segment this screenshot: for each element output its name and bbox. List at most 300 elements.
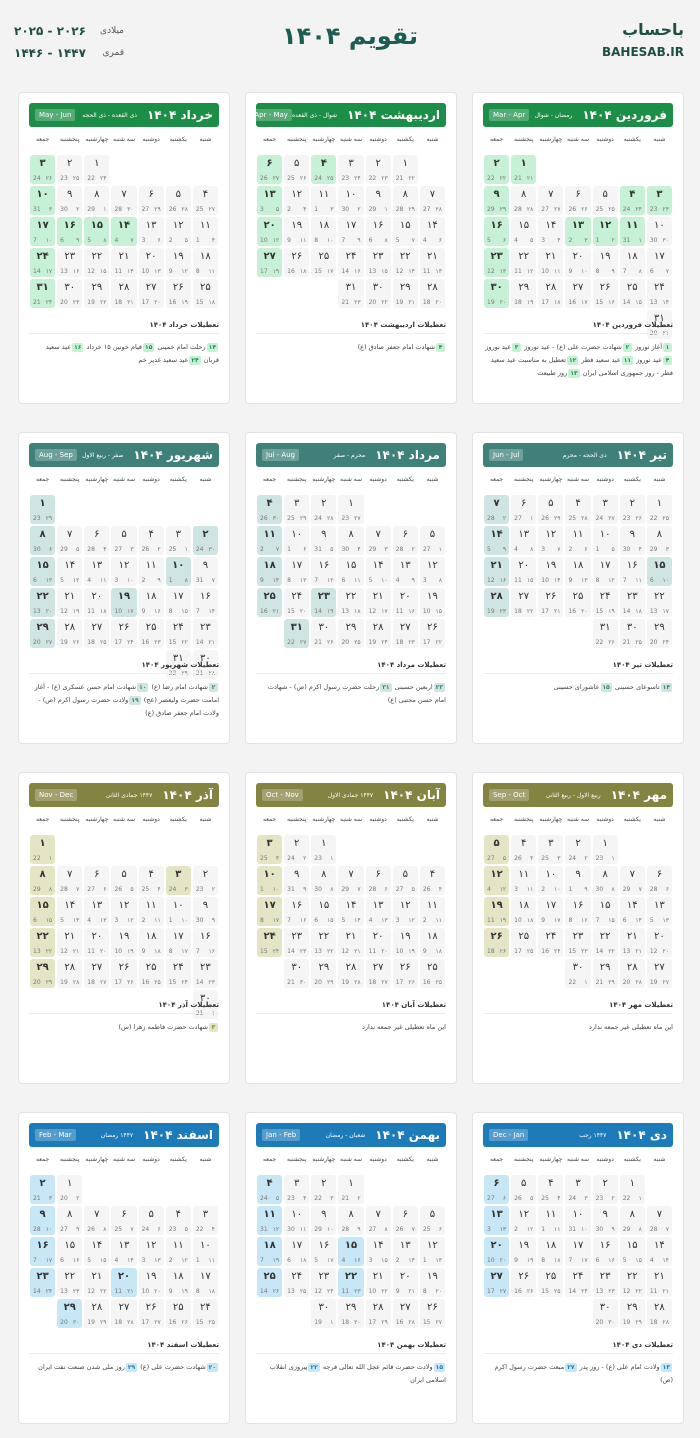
day-cell[interactable] <box>393 959 418 988</box>
day-cell[interactable] <box>593 1237 618 1266</box>
day-cell[interactable] <box>193 588 218 617</box>
day-cell[interactable] <box>366 557 391 586</box>
day-cell[interactable] <box>593 495 618 524</box>
day-cell[interactable] <box>166 1299 191 1328</box>
day-cell[interactable] <box>565 1175 590 1204</box>
day-cell[interactable] <box>511 495 536 524</box>
day-cell[interactable] <box>420 928 445 957</box>
day-cell[interactable] <box>166 1206 191 1235</box>
day-cell[interactable] <box>338 588 363 617</box>
holiday-day-cell[interactable] <box>257 186 282 215</box>
day-cell[interactable] <box>311 835 336 864</box>
day-cell[interactable] <box>538 928 563 957</box>
day-cell[interactable] <box>84 186 109 215</box>
day-cell[interactable] <box>593 557 618 586</box>
day-cell[interactable] <box>111 279 136 308</box>
day-cell[interactable] <box>366 1206 391 1235</box>
holiday-day-cell[interactable] <box>111 588 136 617</box>
day-cell[interactable] <box>57 619 82 648</box>
day-cell[interactable] <box>284 928 309 957</box>
day-cell[interactable] <box>511 897 536 926</box>
day-cell[interactable] <box>84 279 109 308</box>
holiday-day-cell[interactable] <box>30 155 55 184</box>
day-cell[interactable] <box>311 495 336 524</box>
day-cell[interactable] <box>338 155 363 184</box>
holiday-day-cell[interactable] <box>484 1175 509 1204</box>
day-cell[interactable] <box>593 928 618 957</box>
holiday-day-cell[interactable] <box>484 155 509 184</box>
day-cell[interactable] <box>366 248 391 277</box>
day-cell[interactable] <box>284 1206 309 1235</box>
holiday-day-cell[interactable] <box>484 557 509 586</box>
day-cell[interactable] <box>366 866 391 895</box>
day-cell[interactable] <box>511 217 536 246</box>
day-cell[interactable] <box>647 526 672 555</box>
day-cell[interactable] <box>647 897 672 926</box>
day-cell[interactable] <box>311 619 336 648</box>
holiday-day-cell[interactable] <box>284 619 309 648</box>
day-cell[interactable] <box>366 1299 391 1328</box>
day-cell[interactable] <box>593 248 618 277</box>
holiday-day-cell[interactable] <box>111 1268 136 1297</box>
day-cell[interactable] <box>284 897 309 926</box>
day-cell[interactable] <box>166 186 191 215</box>
holiday-day-cell[interactable] <box>257 835 282 864</box>
day-cell[interactable] <box>284 186 309 215</box>
holiday-day-cell[interactable] <box>620 186 645 215</box>
day-cell[interactable] <box>111 928 136 957</box>
day-cell[interactable] <box>511 526 536 555</box>
day-cell[interactable] <box>366 279 391 308</box>
day-cell[interactable] <box>57 959 82 988</box>
day-cell[interactable] <box>193 897 218 926</box>
holiday-day-cell[interactable] <box>257 588 282 617</box>
holiday-day-cell[interactable] <box>484 1268 509 1297</box>
holiday-day-cell[interactable] <box>30 1237 55 1266</box>
day-cell[interactable] <box>139 186 164 215</box>
day-cell[interactable] <box>511 1268 536 1297</box>
day-cell[interactable] <box>338 619 363 648</box>
day-cell[interactable] <box>565 1237 590 1266</box>
day-cell[interactable] <box>593 1175 618 1204</box>
day-cell[interactable] <box>193 1299 218 1328</box>
day-cell[interactable] <box>620 1206 645 1235</box>
day-cell[interactable] <box>166 928 191 957</box>
day-cell[interactable] <box>139 279 164 308</box>
day-cell[interactable] <box>511 557 536 586</box>
holiday-day-cell[interactable] <box>30 495 55 524</box>
day-cell[interactable] <box>565 588 590 617</box>
day-cell[interactable] <box>393 557 418 586</box>
day-cell[interactable] <box>620 1237 645 1266</box>
day-cell[interactable] <box>393 186 418 215</box>
day-cell[interactable] <box>593 619 618 648</box>
day-cell[interactable] <box>166 959 191 988</box>
day-cell[interactable] <box>57 1206 82 1235</box>
day-cell[interactable] <box>538 557 563 586</box>
day-cell[interactable] <box>393 619 418 648</box>
day-cell[interactable] <box>565 495 590 524</box>
day-cell[interactable] <box>538 279 563 308</box>
day-cell[interactable] <box>565 186 590 215</box>
day-cell[interactable] <box>366 217 391 246</box>
day-cell[interactable] <box>84 526 109 555</box>
day-cell[interactable] <box>139 619 164 648</box>
day-cell[interactable] <box>111 959 136 988</box>
holiday-day-cell[interactable] <box>30 619 55 648</box>
holiday-day-cell[interactable] <box>257 557 282 586</box>
day-cell[interactable] <box>538 1206 563 1235</box>
day-cell[interactable] <box>420 217 445 246</box>
holiday-day-cell[interactable] <box>111 217 136 246</box>
day-cell[interactable] <box>620 619 645 648</box>
day-cell[interactable] <box>311 557 336 586</box>
day-cell[interactable] <box>647 1206 672 1235</box>
holiday-day-cell[interactable] <box>484 526 509 555</box>
day-cell[interactable] <box>647 248 672 277</box>
day-cell[interactable] <box>338 279 363 308</box>
holiday-day-cell[interactable] <box>84 217 109 246</box>
day-cell[interactable] <box>139 866 164 895</box>
day-cell[interactable] <box>193 619 218 648</box>
day-cell[interactable] <box>338 866 363 895</box>
holiday-day-cell[interactable] <box>166 866 191 895</box>
day-cell[interactable] <box>393 1237 418 1266</box>
holiday-day-cell[interactable] <box>30 928 55 957</box>
day-cell[interactable] <box>57 279 82 308</box>
day-cell[interactable] <box>284 588 309 617</box>
holiday-day-cell[interactable] <box>311 155 336 184</box>
day-cell[interactable] <box>311 1299 336 1328</box>
day-cell[interactable] <box>565 279 590 308</box>
day-cell[interactable] <box>311 526 336 555</box>
holiday-day-cell[interactable] <box>484 186 509 215</box>
day-cell[interactable] <box>284 557 309 586</box>
day-cell[interactable] <box>366 928 391 957</box>
day-cell[interactable] <box>84 155 109 184</box>
day-cell[interactable] <box>139 557 164 586</box>
day-cell[interactable] <box>284 866 309 895</box>
holiday-day-cell[interactable] <box>484 928 509 957</box>
holiday-day-cell[interactable] <box>30 217 55 246</box>
holiday-day-cell[interactable] <box>484 1206 509 1235</box>
day-cell[interactable] <box>366 588 391 617</box>
day-cell[interactable] <box>338 526 363 555</box>
holiday-day-cell[interactable] <box>257 495 282 524</box>
day-cell[interactable] <box>311 217 336 246</box>
day-cell[interactable] <box>84 588 109 617</box>
day-cell[interactable] <box>538 186 563 215</box>
day-cell[interactable] <box>338 248 363 277</box>
day-cell[interactable] <box>166 619 191 648</box>
day-cell[interactable] <box>111 897 136 926</box>
day-cell[interactable] <box>57 155 82 184</box>
day-cell[interactable] <box>420 866 445 895</box>
day-cell[interactable] <box>84 897 109 926</box>
day-cell[interactable] <box>338 897 363 926</box>
day-cell[interactable] <box>511 835 536 864</box>
day-cell[interactable] <box>111 557 136 586</box>
day-cell[interactable] <box>311 1206 336 1235</box>
day-cell[interactable] <box>565 526 590 555</box>
day-cell[interactable] <box>620 928 645 957</box>
day-cell[interactable] <box>166 1237 191 1266</box>
day-cell[interactable] <box>620 557 645 586</box>
holiday-day-cell[interactable] <box>593 217 618 246</box>
day-cell[interactable] <box>593 866 618 895</box>
day-cell[interactable] <box>311 959 336 988</box>
day-cell[interactable] <box>511 279 536 308</box>
holiday-day-cell[interactable] <box>257 1175 282 1204</box>
holiday-day-cell[interactable] <box>30 897 55 926</box>
holiday-day-cell[interactable] <box>166 557 191 586</box>
holiday-day-cell[interactable] <box>57 1299 82 1328</box>
day-cell[interactable] <box>420 1237 445 1266</box>
day-cell[interactable] <box>538 1175 563 1204</box>
day-cell[interactable] <box>647 619 672 648</box>
day-cell[interactable] <box>311 897 336 926</box>
holiday-day-cell[interactable] <box>30 279 55 308</box>
day-cell[interactable] <box>366 186 391 215</box>
day-cell[interactable] <box>284 526 309 555</box>
day-cell[interactable] <box>393 155 418 184</box>
day-cell[interactable] <box>311 1237 336 1266</box>
day-cell[interactable] <box>139 1237 164 1266</box>
day-cell[interactable] <box>193 959 218 988</box>
day-cell[interactable] <box>393 588 418 617</box>
day-cell[interactable] <box>111 1237 136 1266</box>
brand-url[interactable]: BAHESAB.IR <box>601 45 684 59</box>
day-cell[interactable] <box>338 928 363 957</box>
day-cell[interactable] <box>647 928 672 957</box>
day-cell[interactable] <box>647 217 672 246</box>
day-cell[interactable] <box>593 959 618 988</box>
holiday-day-cell[interactable] <box>257 1206 282 1235</box>
day-cell[interactable] <box>193 866 218 895</box>
day-cell[interactable] <box>538 897 563 926</box>
holiday-day-cell[interactable] <box>257 526 282 555</box>
day-cell[interactable] <box>139 588 164 617</box>
holiday-day-cell[interactable] <box>338 1268 363 1297</box>
day-cell[interactable] <box>84 1237 109 1266</box>
day-cell[interactable] <box>538 248 563 277</box>
day-cell[interactable] <box>338 557 363 586</box>
day-cell[interactable] <box>139 526 164 555</box>
day-cell[interactable] <box>57 248 82 277</box>
day-cell[interactable] <box>166 1268 191 1297</box>
day-cell[interactable] <box>511 1206 536 1235</box>
day-cell[interactable] <box>647 279 672 308</box>
day-cell[interactable] <box>57 866 82 895</box>
day-cell[interactable] <box>284 155 309 184</box>
holiday-day-cell[interactable] <box>257 1237 282 1266</box>
day-cell[interactable] <box>139 928 164 957</box>
day-cell[interactable] <box>420 279 445 308</box>
day-cell[interactable] <box>57 526 82 555</box>
day-cell[interactable] <box>420 897 445 926</box>
holiday-day-cell[interactable] <box>257 897 282 926</box>
day-cell[interactable] <box>647 1299 672 1328</box>
day-cell[interactable] <box>284 1268 309 1297</box>
holiday-day-cell[interactable] <box>257 866 282 895</box>
day-cell[interactable] <box>593 897 618 926</box>
day-cell[interactable] <box>593 1206 618 1235</box>
day-cell[interactable] <box>311 248 336 277</box>
day-cell[interactable] <box>647 1237 672 1266</box>
day-cell[interactable] <box>57 557 82 586</box>
day-cell[interactable] <box>393 526 418 555</box>
day-cell[interactable] <box>193 217 218 246</box>
holiday-day-cell[interactable] <box>484 1237 509 1266</box>
day-cell[interactable] <box>57 186 82 215</box>
day-cell[interactable] <box>647 588 672 617</box>
day-cell[interactable] <box>139 248 164 277</box>
day-cell[interactable] <box>565 248 590 277</box>
day-cell[interactable] <box>366 1237 391 1266</box>
holiday-day-cell[interactable] <box>484 217 509 246</box>
day-cell[interactable] <box>538 588 563 617</box>
holiday-day-cell[interactable] <box>257 217 282 246</box>
day-cell[interactable] <box>538 526 563 555</box>
day-cell[interactable] <box>420 588 445 617</box>
day-cell[interactable] <box>84 1206 109 1235</box>
day-cell[interactable] <box>166 248 191 277</box>
day-cell[interactable] <box>284 835 309 864</box>
day-cell[interactable] <box>338 495 363 524</box>
day-cell[interactable] <box>57 1268 82 1297</box>
holiday-day-cell[interactable] <box>30 526 55 555</box>
day-cell[interactable] <box>193 1268 218 1297</box>
day-cell[interactable] <box>84 928 109 957</box>
day-cell[interactable] <box>647 1268 672 1297</box>
day-cell[interactable] <box>166 897 191 926</box>
day-cell[interactable] <box>338 217 363 246</box>
day-cell[interactable] <box>565 928 590 957</box>
day-cell[interactable] <box>511 248 536 277</box>
day-cell[interactable] <box>166 588 191 617</box>
day-cell[interactable] <box>511 866 536 895</box>
day-cell[interactable] <box>139 897 164 926</box>
day-cell[interactable] <box>420 1299 445 1328</box>
day-cell[interactable] <box>338 959 363 988</box>
day-cell[interactable] <box>593 186 618 215</box>
day-cell[interactable] <box>193 1206 218 1235</box>
day-cell[interactable] <box>84 248 109 277</box>
day-cell[interactable] <box>593 835 618 864</box>
day-cell[interactable] <box>420 619 445 648</box>
holiday-day-cell[interactable] <box>565 217 590 246</box>
holiday-day-cell[interactable] <box>647 186 672 215</box>
day-cell[interactable] <box>565 1268 590 1297</box>
day-cell[interactable] <box>538 217 563 246</box>
holiday-day-cell[interactable] <box>257 248 282 277</box>
day-cell[interactable] <box>511 1237 536 1266</box>
holiday-day-cell[interactable] <box>484 248 509 277</box>
day-cell[interactable] <box>593 1268 618 1297</box>
day-cell[interactable] <box>593 588 618 617</box>
day-cell[interactable] <box>593 279 618 308</box>
day-cell[interactable] <box>139 1299 164 1328</box>
day-cell[interactable] <box>311 866 336 895</box>
day-cell[interactable] <box>538 1237 563 1266</box>
day-cell[interactable] <box>565 557 590 586</box>
day-cell[interactable] <box>620 866 645 895</box>
day-cell[interactable] <box>511 928 536 957</box>
holiday-day-cell[interactable] <box>30 588 55 617</box>
holiday-day-cell[interactable] <box>257 928 282 957</box>
day-cell[interactable] <box>511 1175 536 1204</box>
day-cell[interactable] <box>366 959 391 988</box>
holiday-day-cell[interactable] <box>257 1268 282 1297</box>
day-cell[interactable] <box>139 1206 164 1235</box>
day-cell[interactable] <box>538 835 563 864</box>
day-cell[interactable] <box>366 1268 391 1297</box>
day-cell[interactable] <box>393 866 418 895</box>
day-cell[interactable] <box>565 1206 590 1235</box>
holiday-day-cell[interactable] <box>484 588 509 617</box>
holiday-day-cell[interactable] <box>484 279 509 308</box>
day-cell[interactable] <box>538 495 563 524</box>
day-cell[interactable] <box>593 1299 618 1328</box>
holiday-day-cell[interactable] <box>484 866 509 895</box>
day-cell[interactable] <box>565 866 590 895</box>
day-cell[interactable] <box>84 866 109 895</box>
day-cell[interactable] <box>57 588 82 617</box>
holiday-day-cell[interactable] <box>30 557 55 586</box>
day-cell[interactable] <box>284 248 309 277</box>
day-cell[interactable] <box>620 526 645 555</box>
day-cell[interactable] <box>538 866 563 895</box>
day-cell[interactable] <box>393 217 418 246</box>
holiday-day-cell[interactable] <box>193 526 218 555</box>
holiday-day-cell[interactable] <box>620 217 645 246</box>
day-cell[interactable] <box>393 1206 418 1235</box>
day-cell[interactable] <box>193 557 218 586</box>
day-cell[interactable] <box>393 928 418 957</box>
day-cell[interactable] <box>538 1268 563 1297</box>
day-cell[interactable] <box>338 186 363 215</box>
day-cell[interactable] <box>139 217 164 246</box>
holiday-day-cell[interactable] <box>30 1268 55 1297</box>
day-cell[interactable] <box>111 248 136 277</box>
day-cell[interactable] <box>620 588 645 617</box>
day-cell[interactable] <box>57 928 82 957</box>
holiday-day-cell[interactable] <box>30 186 55 215</box>
day-cell[interactable] <box>193 1237 218 1266</box>
day-cell[interactable] <box>366 897 391 926</box>
day-cell[interactable] <box>393 1299 418 1328</box>
holiday-day-cell[interactable] <box>511 155 536 184</box>
day-cell[interactable] <box>57 897 82 926</box>
holiday-day-cell[interactable] <box>57 217 82 246</box>
day-cell[interactable] <box>84 557 109 586</box>
day-cell[interactable] <box>593 526 618 555</box>
day-cell[interactable] <box>620 495 645 524</box>
day-cell[interactable] <box>338 1175 363 1204</box>
day-cell[interactable] <box>57 1175 82 1204</box>
holiday-day-cell[interactable] <box>311 588 336 617</box>
day-cell[interactable] <box>420 1268 445 1297</box>
day-cell[interactable] <box>565 835 590 864</box>
day-cell[interactable] <box>620 897 645 926</box>
day-cell[interactable] <box>620 279 645 308</box>
holiday-day-cell[interactable] <box>647 557 672 586</box>
day-cell[interactable] <box>84 619 109 648</box>
day-cell[interactable] <box>511 588 536 617</box>
holiday-day-cell[interactable] <box>484 495 509 524</box>
day-cell[interactable] <box>84 1268 109 1297</box>
holiday-day-cell[interactable] <box>338 1237 363 1266</box>
